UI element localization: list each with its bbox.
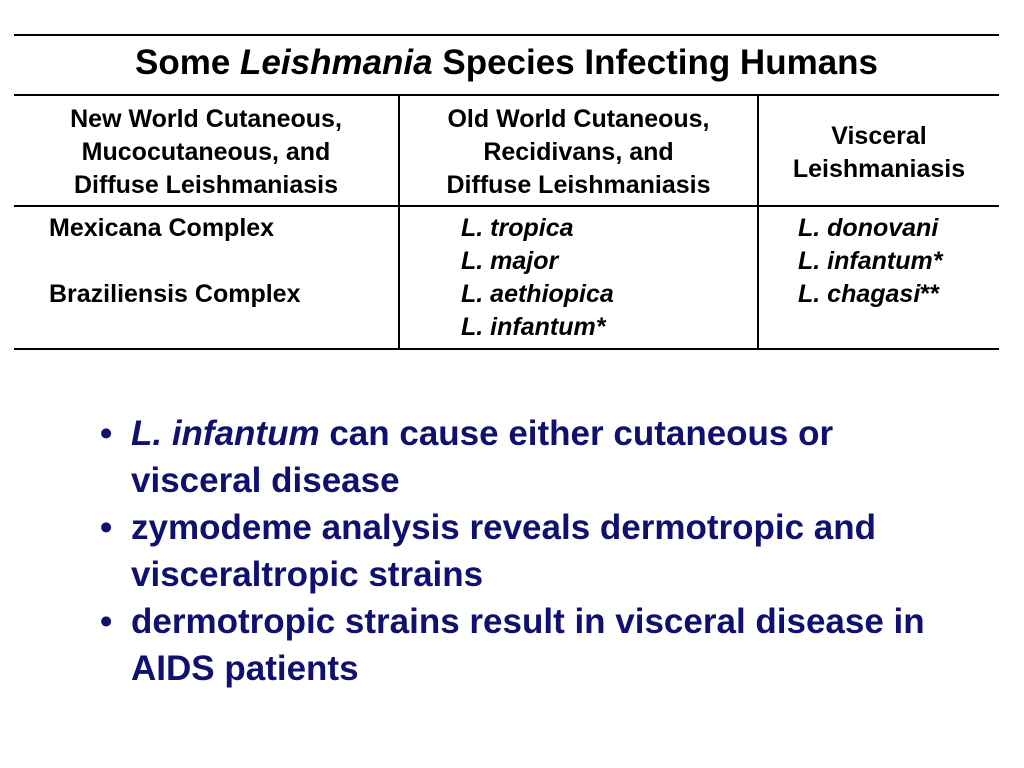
title-suffix: Species Infecting Humans [442,43,879,82]
bullet-item [100,504,960,598]
bullet-item [100,410,960,504]
table-bottom-rule [14,348,999,350]
species-name: L. donovani [798,214,939,242]
header-line: Visceral [831,121,927,150]
species-name: L. aethiopica [461,280,614,308]
header-line: New World Cutaneous, [70,105,342,133]
column-header-new-world [14,103,398,202]
table-top-rule [14,34,999,36]
title-prefix: Some [134,43,231,82]
header-line: Recidivans, and [483,138,674,166]
bullet-text: dermotropic strains result in visceral disease in AIDS patients [131,602,925,688]
header-top-rule [14,94,999,96]
bullet-item [100,598,960,692]
bullet-list [100,410,960,692]
species-italic: L. chagasi [798,280,921,308]
bullet-dot: • [100,414,113,453]
column-header-old-world [400,103,757,202]
header-line: Old World Cutaneous, [447,105,710,133]
species-name [798,278,940,311]
header-line: Diffuse Leishmaniasis [446,171,711,199]
column-header-visceral [759,103,999,202]
bullet-text: can cause either cutaneous or visceral disease [131,414,834,500]
species-name: L. major [461,247,559,275]
bullet-dot: • [100,508,113,547]
bullet-text: zymodeme analysis reveals dermotropic and visceraltropic strains [131,508,877,594]
species-complex: Mexicana Complex [49,214,275,242]
species-name: L. infantum* [461,313,606,341]
header-line: Diffuse Leishmaniasis [74,171,338,199]
header-line: Mucocutaneous, and [81,138,331,166]
bullet-italic: L. infantum [131,414,320,453]
species-complex: Braziliensis Complex [49,280,301,308]
species-name: L. infantum* [798,247,943,275]
footnote-marker: ** [920,280,940,308]
bullet-dot: • [100,602,113,641]
header-line: Leishmaniasis [792,154,966,183]
header-bottom-rule [14,205,999,207]
title-italic-genus: Leishmania [240,43,433,82]
species-name: L. tropica [461,214,574,242]
table-title [14,42,999,84]
